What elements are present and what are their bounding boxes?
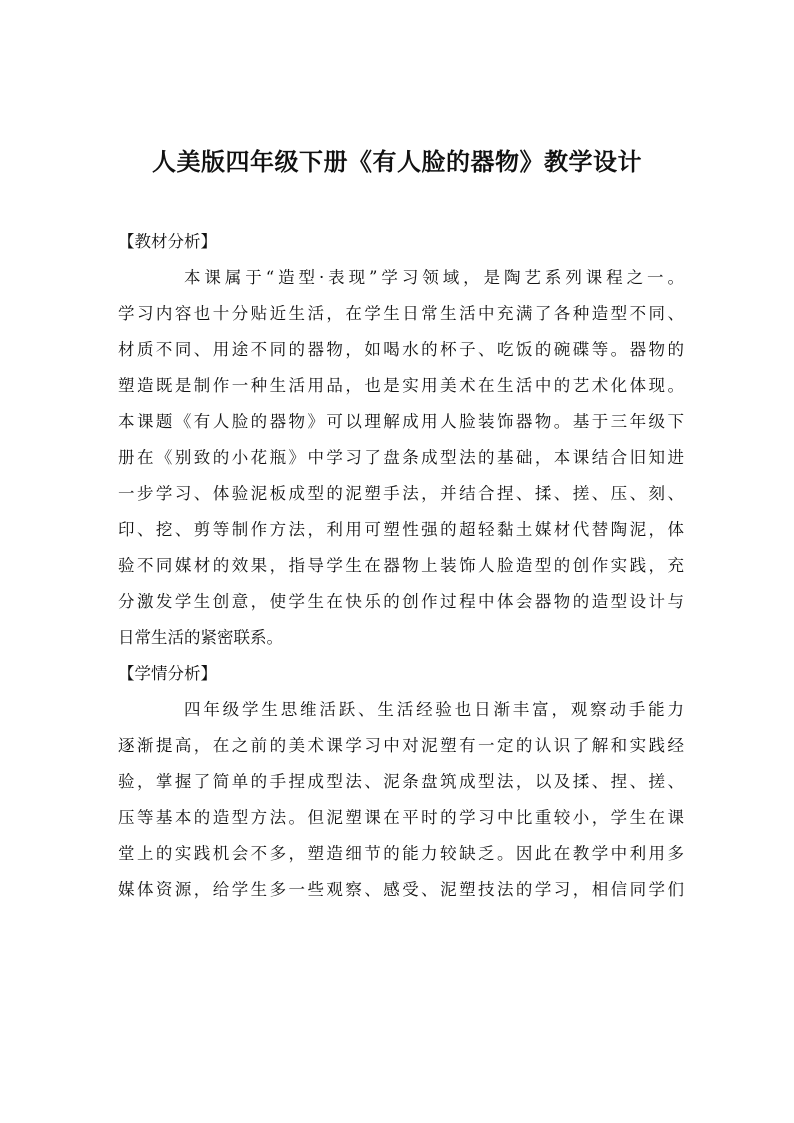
section-student-analysis (118, 656, 684, 908)
paragraph-line: 堂上的实践机会不多，塑造细节的能力较缺乏。因此在教学中利用多 (118, 844, 684, 863)
paragraph-line: 逐渐提高，在之前的美术课学习中对泥塑有一定的认识了解和实践经 (118, 736, 684, 755)
paragraph-line: 本课题《有人脸的器物》可以理解成用人脸装饰器物。基于三年级下 (118, 412, 684, 431)
paragraph-line: 验不同媒材的效果，指导学生在器物上装饰人脸造型的创作实践，充 (118, 556, 684, 575)
paragraph-line: 一步学习、体验泥板成型的泥塑手法，并结合捏、揉、搓、压、刻、 (118, 484, 684, 503)
paragraph-line: 四年级学生思维活跃、生活经验也日渐丰富，观察动手能力 (184, 700, 684, 719)
paragraph-line: 材质不同、用途不同的器物，如喝水的杯子、吃饭的碗碟等。器物的 (118, 340, 684, 359)
section-paragraph (118, 692, 684, 908)
paragraph-line: 验，掌握了简单的手捏成型法、泥条盘筑成型法，以及揉、捏、搓、 (118, 772, 684, 791)
paragraph-line: 分激发学生创意，使学生在快乐的创作过程中体会器物的造型设计与 (118, 592, 684, 611)
section-paragraph (118, 260, 684, 656)
document-title: 人美版四年级下册《有人脸的器物》教学设计 (152, 147, 642, 176)
section-textbook-analysis (118, 224, 684, 656)
section-heading: 【学情分析】 (118, 664, 217, 683)
document-body (118, 224, 684, 908)
paragraph-line: 媒体资源，给学生多一些观察、感受、泥塑技法的学习，相信同学们 (118, 880, 684, 899)
paragraph-line: 学习内容也十分贴近生活，在学生日常生活中充满了各种造型不同、 (118, 304, 684, 323)
paragraph-line: 日常生活的紧密联系。 (118, 628, 283, 647)
paragraph-line: 印、挖、剪等制作方法，利用可塑性强的超轻黏土媒材代替陶泥，体 (118, 520, 684, 539)
section-heading: 【教材分析】 (118, 232, 217, 251)
paragraph-line: 本课属于“造型·表现”学习领域，是陶艺系列课程之一。 (184, 268, 684, 287)
paragraph-line: 压等基本的造型方法。但泥塑课在平时的学习中比重较小，学生在课 (118, 808, 684, 827)
paragraph-line: 塑造既是制作一种生活用品，也是实用美术在生活中的艺术化体现。 (118, 376, 684, 395)
paragraph-line: 册在《别致的小花瓶》中学习了盘条成型法的基础，本课结合旧知进 (118, 448, 684, 467)
